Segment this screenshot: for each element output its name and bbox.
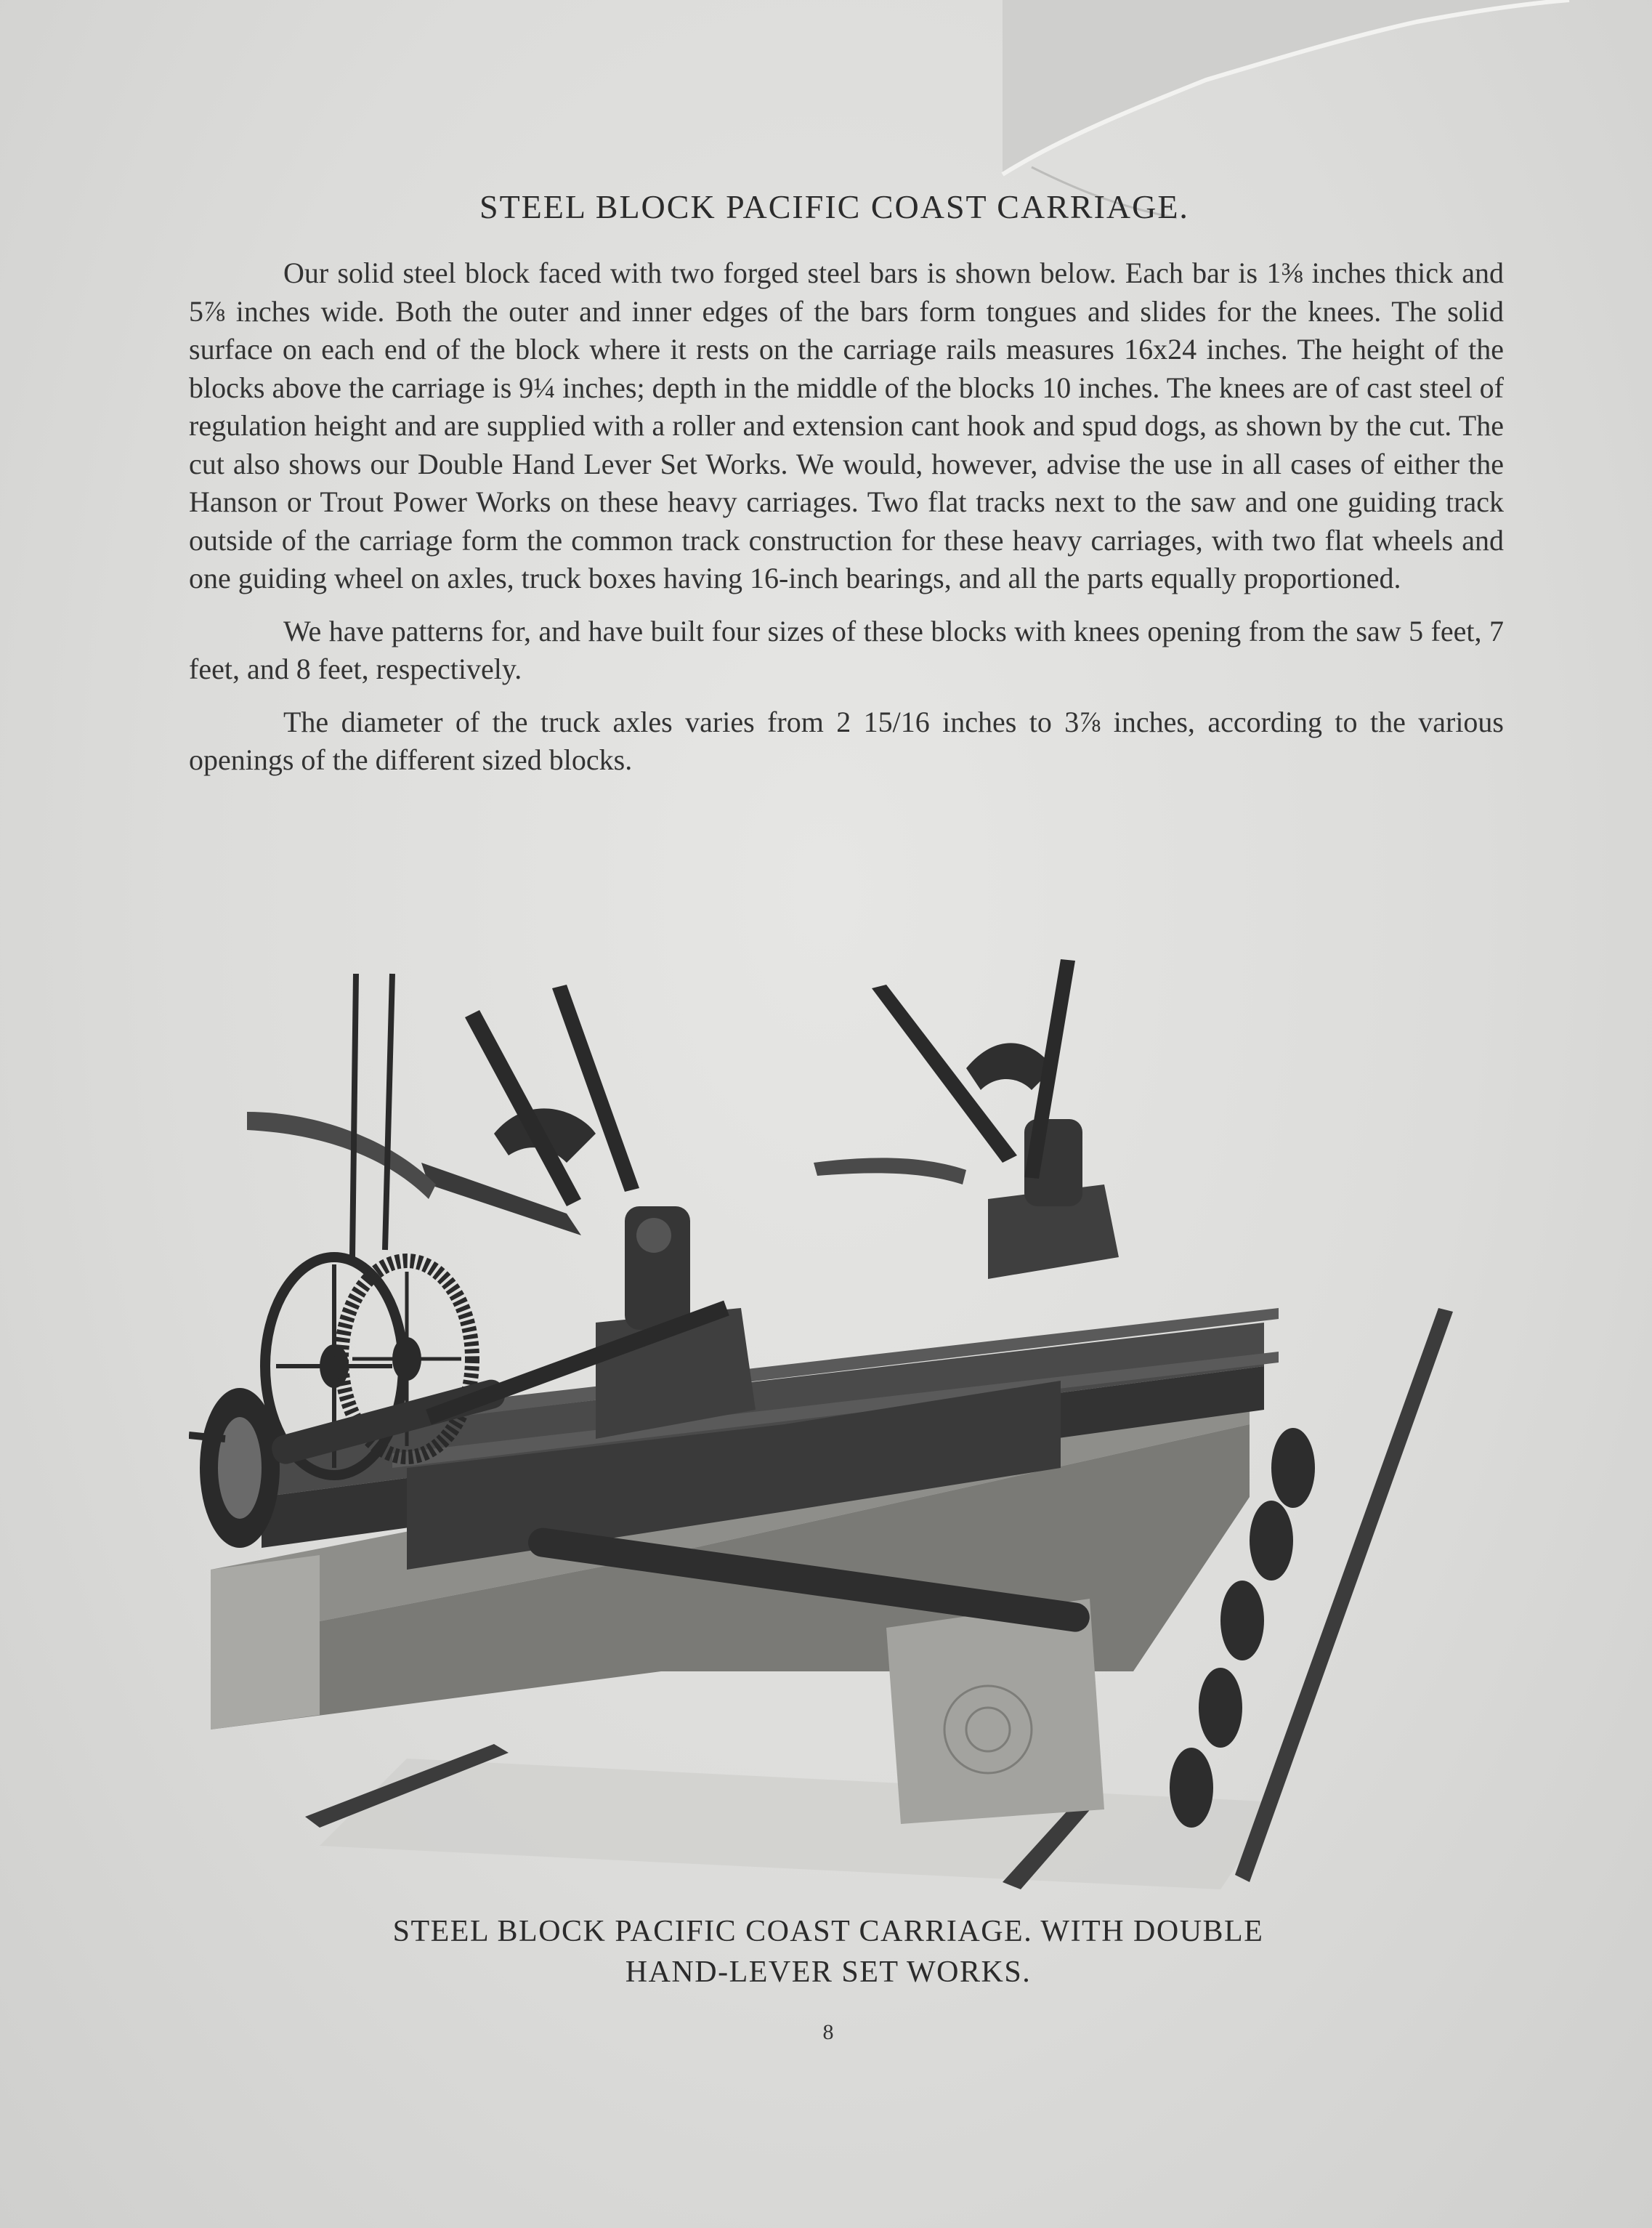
carriage-illustration [189, 945, 1453, 1904]
caption-line-2: HAND-LEVER SET WORKS. [625, 1955, 1032, 1989]
paragraph-2: We have patterns for, and have built four sizes of these blocks with knees opening from the saw 5 feet, 7 feet, and 8 feet, respectively. [189, 614, 1504, 685]
timber-end-left [211, 1555, 320, 1729]
paragraph-3: The diameter of the truck axles varies from 2 15/16 inches to 3⅞ inches, according to the various openings of the different sized blocks. [189, 705, 1504, 776]
body-text [189, 254, 1504, 794]
timber-end-right [886, 1599, 1104, 1824]
page-number: 8 [822, 2020, 834, 2044]
figure-caption [218, 1911, 1438, 1993]
rail-right [1235, 1308, 1453, 1882]
floor-shadow [320, 1759, 1279, 1889]
paragraph-1: Our solid steel block faced with two forged steel bars is shown below. Each bar is 1⅜ inches thick and 5⅞ inches wide. Both the outer and inner edges of the bars form tongues and slides for the knees. The solid surface on each end of the block where it rests on the carriage rails measures 16x24 inches. The height of the blocks above the carriage is 9¼ inches; depth in the middle of the blocks 10 inches. The knees are of cast steel of regulation height and are supplied with a roller and extension cant hook and spud dogs, as shown by the cut. The cut also shows our Double Hand Lever Set Works. We would, however, advise the use in all cases of either the Hanson or Trout Power Works on these heavy carriages. Two flat tracks next to the saw and one guiding track outside of the carriage form the common track construction for these heavy carriages, with two flat wheels and one guiding wheel on axles, truck boxes having 16-inch bearings, and all the parts equally proportioned. [189, 257, 1504, 594]
page-heading: STEEL BLOCK PACIFIC COAST CARRIAGE. [479, 188, 1189, 225]
knee-back [814, 959, 1119, 1279]
caption-line-1: STEEL BLOCK PACIFIC COAST CARRIAGE. WITH DOUBLE [392, 1915, 1264, 1948]
